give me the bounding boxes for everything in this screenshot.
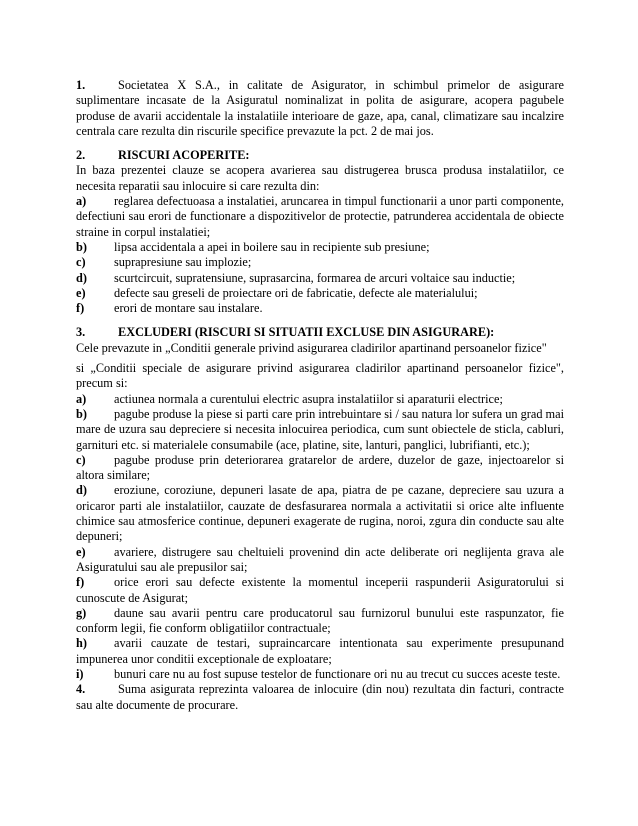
list-item: [76, 301, 564, 316]
item-label: e): [76, 285, 86, 300]
item-label: a): [76, 391, 87, 406]
item-text: pagube produse prin deteriorarea gratarelor de ardere, duzelor de gaze, injectoarelor si altora similare;: [76, 452, 564, 483]
list-item: [76, 606, 564, 637]
list-item: [76, 271, 564, 286]
section-1-number: 1.: [76, 78, 86, 92]
item-label: b): [76, 239, 87, 254]
section-3-intro-2: si „Conditii speciale de asigurare privind asigurarea cladirilor apartinand persoanelor fizice", precum si:: [76, 361, 564, 391]
item-text: scurtcircuit, supratensiune, suprasarcina, formarea de arcuri voltaice sau inductie;: [114, 270, 516, 285]
item-text: avariere, distrugere sau cheltuieli provenind din acte deliberate ori neglijenta grava ale Asiguratului sau ale prepusilor sai;: [76, 544, 564, 574]
item-label: f): [76, 575, 85, 590]
list-item: [76, 194, 564, 240]
section-3-number: 3.: [76, 325, 86, 340]
item-label: d): [76, 270, 87, 285]
item-text: defecte sau greseli de proiectare ori de fabricatie, defecte ale materialului;: [114, 285, 478, 300]
item-label: f): [76, 301, 85, 316]
list-item: [76, 636, 564, 667]
item-text: avarii cauzate de testari, supraincarcare intentionata sau experimente presupunand impunerea unor conditii exceptionale de exploatare;: [76, 636, 564, 666]
section-2-heading: [76, 148, 564, 163]
item-text: suprapresiune sau implozie;: [114, 255, 252, 270]
item-text: bunuri care nu au fost supuse testelor de functionare ori nu au trecut cu succes aceste teste.: [114, 666, 561, 681]
section-4-number: 4.: [76, 682, 86, 697]
section-4-text: Suma asigurata reprezinta valoarea de inlocuire (din nou) rezultata din facturi, contracte sau alte documente de procurare.: [76, 682, 564, 712]
section-4: [76, 682, 564, 713]
item-text: daune sau avarii pentru care producatorul sau furnizorul bunului este raspunzator, fie conform legii, fie conform obligatiilor contractuale;: [76, 605, 564, 636]
item-label: c): [76, 452, 86, 467]
section-3-intro-1: Cele prevazute in „Conditii generale privind asigurarea cladirilor apartinand persoanelor fizice": [76, 340, 547, 355]
item-label: c): [76, 255, 86, 270]
item-label: a): [76, 194, 87, 209]
list-item: [76, 255, 564, 270]
list-item: [76, 453, 564, 484]
section-1: [76, 78, 564, 139]
list-item: [76, 392, 564, 407]
section-1-text: Societatea X S.A., in calitate de Asigurator, in schimbul primelor de asigurare suplimentare incasate de la Asiguratul nominalizat in polita de asigurare, acopera pagubele produse de avarii accidentale la instalatiile interioare de gaze, apa, canal, climatizare sau incalzire centrala care rezulta din riscurile specifice prevazute la pct. 2 de mai jos.: [76, 78, 564, 138]
item-label: i): [76, 666, 84, 681]
item-text: eroziune, coroziune, depuneri lasate de apa, piatra de pe cazane, depreciere sau uzura a oricaror parti ale instalatiilor, cauzate de desfasurarea normala a activitatii si orice alte influente chimice sau atmosferice continue, depuneri exagerate de rugina, noroi, zgura din conducte sau alte depuneri;: [76, 483, 564, 544]
list-item: [76, 407, 564, 453]
item-text: lipsa accidentala a apei in boilere sau in recipiente sub presiune;: [114, 239, 430, 254]
list-item: [76, 240, 564, 255]
section-3-list: [76, 392, 564, 683]
list-item: [76, 286, 564, 301]
item-text: erori de montare sau instalare.: [114, 301, 263, 316]
item-label: e): [76, 544, 86, 559]
document-page: [76, 78, 564, 713]
item-label: g): [76, 605, 87, 620]
list-item: [76, 575, 564, 606]
item-label: h): [76, 636, 87, 651]
item-text: pagube produse la piese si parti care prin intrebuintare si / sau natura lor sufera un grad mai mare de uzura sau depreciere si necesita inlocuirea periodica, cum sunt obiectele de sticla, cabluri, garnituri etc. si materialele consumabile (ace, platine, site, lanturi, panglici, lubrifianti, etc.);: [76, 406, 564, 452]
list-item: [76, 667, 564, 682]
item-label: d): [76, 483, 87, 498]
list-item: [76, 545, 564, 576]
section-3-heading: [76, 325, 564, 340]
item-text: orice erori sau defecte existente la momentul inceperii raspunderii Asiguratorului si cunoscute de Asigurat;: [76, 575, 564, 605]
item-text: reglarea defectuoasa a instalatiei, aruncarea in timpul functionarii a unor parti componente, defectiuni sau erori de functionare a dispozitivelor de protectie, patrunderea accidentala de obiecte straine in corpul instalatiei;: [76, 194, 564, 239]
section-2-intro: In baza prezentei clauze se acopera avarierea sau distrugerea brusca produsa instalatiilor, ce necesita reparatii sau inlocuire si care rezulta din:: [76, 163, 564, 193]
section-2-list: [76, 194, 564, 316]
item-label: b): [76, 406, 87, 421]
section-3-title: EXCLUDERI (RISCURI SI SITUATII EXCLUSE DIN ASIGURARE):: [118, 325, 495, 340]
section-2-title: RISCURI ACOPERITE:: [118, 148, 250, 163]
section-2-number: 2.: [76, 148, 86, 163]
list-item: [76, 483, 564, 544]
item-text: actiunea normala a curentului electric asupra instalatiilor si aparaturii electrice;: [114, 391, 503, 406]
